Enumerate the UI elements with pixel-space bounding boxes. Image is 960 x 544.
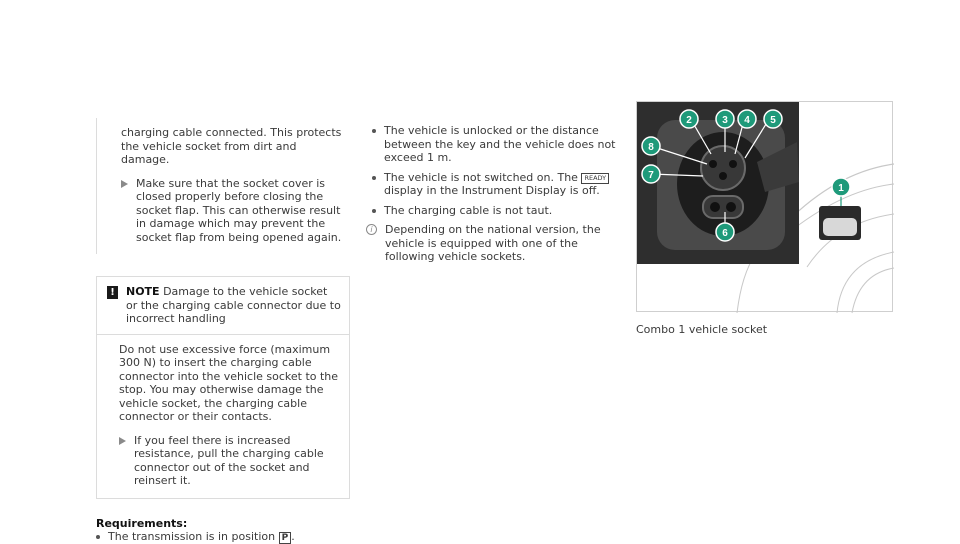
- note-body: [97, 335, 349, 498]
- callout-label: 6: [722, 228, 728, 239]
- bullet-icon: [372, 209, 376, 213]
- column-left: [96, 118, 350, 544]
- info-text: Depending on the national version, the vehicle is equipped with one of the following vehicle sockets.: [385, 223, 601, 263]
- ac-pin: [719, 172, 727, 180]
- continued-text: charging cable connected. This protects the vehicle socket from dirt and damage.: [121, 126, 342, 166]
- step-arrow-icon: [121, 180, 128, 188]
- ready-indicator-icon: READY: [581, 173, 609, 184]
- bullet-icon: [372, 176, 376, 180]
- step-text: Make sure that the socket cover is closed properly before closing the socket flap. This can otherwise result in damage which may prevent the socket flap from being opened again.: [136, 176, 342, 244]
- requirements-title: Requirements:: [96, 516, 188, 530]
- callout-label: 1: [838, 183, 844, 194]
- socket-overview-cover: [823, 218, 857, 236]
- dc-pin: [726, 202, 736, 212]
- ac-connector: [701, 146, 745, 190]
- note-label: NOTE: [126, 285, 160, 298]
- requirement-text-main: The transmission is in position: [108, 530, 276, 543]
- callout-label: 7: [648, 170, 654, 181]
- requirement-text: [108, 530, 295, 544]
- continued-steps: [96, 118, 350, 254]
- warning-icon: !: [107, 286, 118, 299]
- condition-text: The vehicle is unlocked or the distance between the key and the vehicle does not exceed 1 m.: [384, 124, 616, 164]
- callout-label: 2: [686, 115, 692, 126]
- requirement-item: [96, 530, 350, 544]
- ac-pin: [729, 160, 737, 168]
- socket-illustration-svg: [637, 102, 894, 313]
- figure-caption: Combo 1 vehicle socket: [636, 323, 768, 336]
- ac-pin: [709, 160, 717, 168]
- condition-text-post: display in the Instrument Display is off.: [384, 184, 600, 197]
- column-middle: [366, 118, 624, 264]
- info-icon: i: [366, 224, 377, 235]
- dc-connector: [703, 196, 743, 218]
- note-title-text: Damage to the vehicle socket or the charging cable connector due to incorrect handling: [126, 285, 341, 325]
- callout-label: 8: [648, 142, 654, 153]
- gear-p-icon: P: [279, 532, 292, 544]
- note-header: [97, 277, 349, 335]
- note-step-item: [119, 434, 341, 488]
- bullet-icon: [372, 129, 376, 133]
- info-note: [366, 223, 624, 264]
- condition-text: [384, 171, 624, 198]
- callout-label: 5: [770, 115, 776, 126]
- condition-item: [372, 124, 624, 165]
- condition-text-pre: The vehicle is not switched on. The: [384, 170, 578, 184]
- dc-pin: [710, 202, 720, 212]
- note-title: [126, 285, 341, 326]
- note-box: [96, 276, 350, 499]
- condition-item: [372, 204, 624, 218]
- condition-text: The charging cable is not taut.: [384, 203, 553, 217]
- note-body-text: Do not use excessive force (maximum 300 N) to insert the charging cable connector into the vehicle socket to the stop. You may otherwise damage the vehicle socket, the charging cable connector or their contacts.: [119, 342, 339, 423]
- wheel-arch: [852, 268, 894, 313]
- callout-label: 4: [744, 115, 750, 126]
- socket-illustration: [636, 101, 893, 312]
- condition-item: [372, 171, 624, 198]
- requirement-text-end: .: [291, 530, 295, 543]
- callout-label: 3: [722, 115, 728, 126]
- step-item: [121, 177, 342, 245]
- note-step-text: If you feel there is increased resistance, pull the charging cable connector out of the socket and reinsert it.: [134, 433, 324, 487]
- bullet-icon: [96, 535, 100, 539]
- step-arrow-icon: [119, 437, 126, 445]
